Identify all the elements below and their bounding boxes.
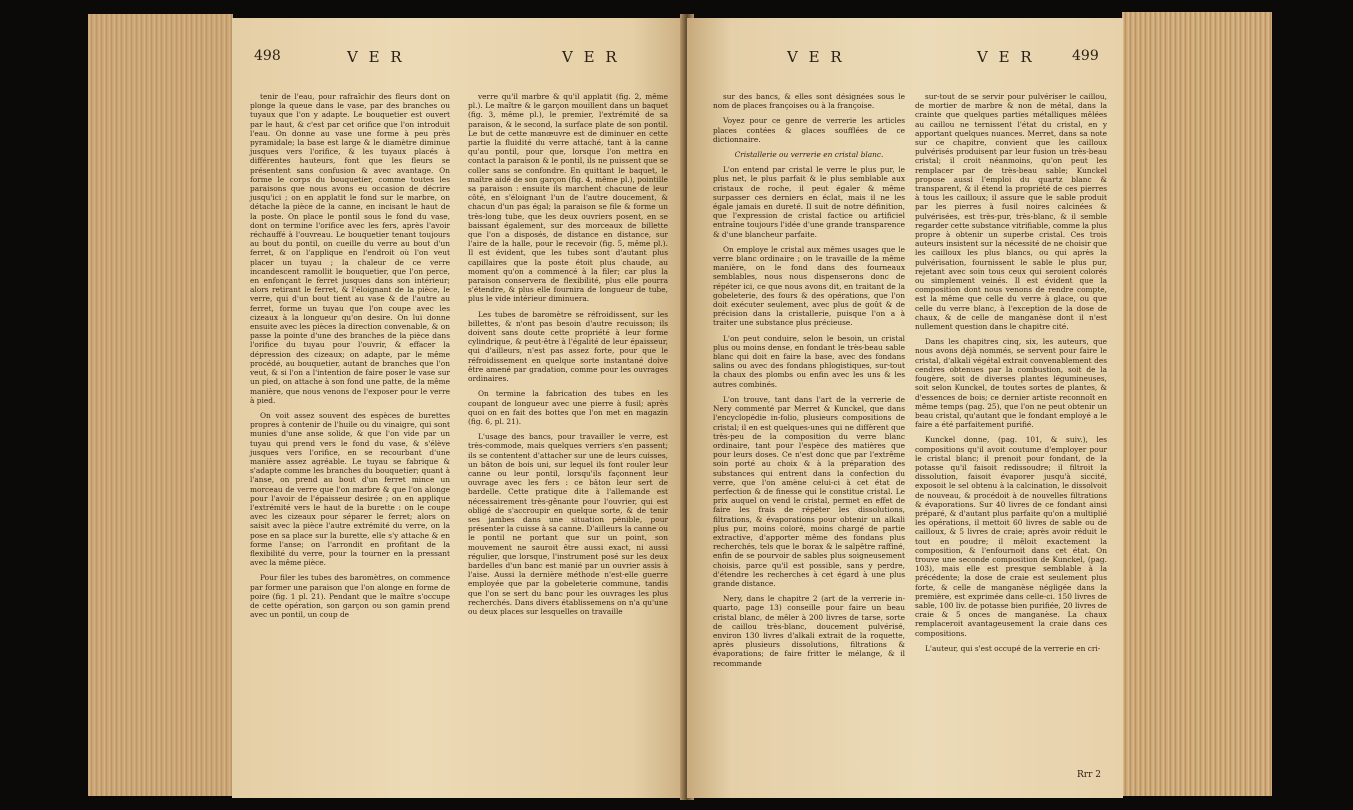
paragraph: L'on entend par cristal le verre le plus pur, le plus net, le plus parfait & le plus semblable aux cristaux de roche, il peut égaler & même surpasser ces derniers en éclat, mais il ne les égale jamais en dureté. Il suit de notre définition, que l'expression de cristal factice ou artificiel entraîne toujours l'idée d'une grande transparence & d'une blancheur parfaite. bbox=[713, 165, 905, 239]
left-page bbox=[232, 18, 687, 798]
paragraph: Les tubes de baromètre se réfroidissent, sur les billettes, & n'ont pas besoin d'autre recuisson; ils doivent sans doute cette propriété à leur forme cylindrique, & peut-être à l'égalité de leur épaisseur, qui d'ailleurs, n'est pas assez forte, pour que le réfroidissement en quelque sorte instantané doive être amené par gradation, comme pour les ouvrages ordinaires. bbox=[468, 309, 668, 384]
right-page-edges bbox=[1122, 12, 1272, 796]
right-page-number: 499 bbox=[1072, 48, 1099, 64]
right-running-head-2: V E R bbox=[977, 48, 1035, 66]
paragraph: tenir de l'eau, pour rafraîchir des fleurs dont on plonge la queue dans le vase, par des branches ou tuyaux que l'on y adapte. Le bouquetier est ouvert par le haut, & c'est par cet orifice que l'on introduit l'eau. On donne au vase une forme à peu près pyramidale; la base est large & le diamètre diminue jusques vers l'orifice, & les tuyaux placés à différentes hauteurs, font que les fleurs se présentent sans confusion & avec avantage. On forme le corps du bouquetier, comme toutes les paraisons que nous avons eu occasion de décrire jusqu'ici ; on en applatit le fond sur le marbre, on détache la pièce de la canne, en incisant le haut de la poste. On place le pontil sous le fond du vase, dont on termine l'orifice avec les fers, après l'avoir réchauffé à l'ouvreau. Le bouquetier tenant toujours au bout du pontil, on cueille du verre au bout d'un ferret, & on l'applique en l'endroit où l'on veut placer un tuyau ; la chaleur de ce verre incandescent ramollit le bouquetier, que l'on perce, en enfonçant le ferret jusques dans son intérieur; alors retirant le ferret, & l'éloignant de la pièce, le verre, qui d'un bout tient au vase & de l'autre au ferret, forme un tuyau que l'on coupe avec les cizeaux à la longueur qu'on desire. On lui donne ensuite avec les pièces la direction convenable, & on passe la pointe d'une des branches de la pièce dans l'orifice du tuyau pour l'ouvrir, & effacer la dépression des cizeaux; on adapte, par le même procédé, au bouquetier, autant de branches que l'on veut, & si l'on a l'intention de faire poser le vase sur un pied, on attache à son fond une patte, de la même manière, que nous venons de l'exposer pour le verre à pied. bbox=[250, 92, 450, 405]
left-column-1 bbox=[250, 92, 450, 625]
paragraph: Kunckel donne, (pag. 101, & suiv.), les compositions qu'il avoit coutume d'employer pour le cristal blanc; il prenoit pour fondant, de la potasse qu'il faisoit redissoudre; il filtroit la dissolution, faisoit évaporer jusqu'à siccité, exposoit le sel obtenu à la calcination, le dissolvoit de nouveau, & procédoit à de nouvelles filtrations & évaporations. Sur 40 livres de ce fondant ainsi préparé, & d'autant plus parfaite qu'on a multiplié les opérations, il mettoit 60 livres de sable ou de cailloux, & 5 livres de craie; après avoir réduit le tout en poudre; il mêloit exactement la composition, & l'enfournoit dans cet état. On trouve une seconde composition de Kunckel, (pag. 103), mais elle est presque semblable à la précédente; la dose de craie est seulement plus forte, & celle de manganèse négligée dans la première, est exprimée dans celle-ci. 150 livres de sable, 100 liv. de potasse bien purifiée, 20 livres de craie & 5 onces de manganèse. La chaux remplaceroit avantageusement la craie dans ces compositions. bbox=[915, 435, 1108, 638]
paragraph: Voyez pour ce genre de verrerie les articles places contées & glaces soufflées de ce dictionnaire. bbox=[713, 116, 905, 144]
paragraph: On voit assez souvent des espèces de burettes propres à contenir de l'huile ou du vinaigre, qui sont munies d'une anse solide, & que l'on vide par un tuyau qui prend vers le fond du vase, & s'élève jusques vers l'orifice, en se recourbant d'une manière assez agréable. Le tuyau se fabrique & s'adapte comme les branches du bouquetier; quant à l'anse, on prend au bout d'un ferret mince un morceau de verre que l'on marbre & que l'on alonge pour l'avoir de l'épaisseur desirée ; on en applique l'extrémité vers le haut de la burette : on le coupe avec les cizeaux pour séparer le ferret; alors on saisit avec la pièce l'autre extrémité du verre, on la pose en sa place sur la burette, elle s'y attache & en forme l'anse; on l'arrondit en profitant de la flexibilité du verre, pour la tourner en la pressant avec la même pièce. bbox=[250, 410, 450, 568]
left-page-edges bbox=[88, 14, 233, 796]
left-column-2 bbox=[468, 92, 668, 622]
paragraph: verre qu'il marbre & qu'il applatit (fig. 2, même pl.). Le maître & le garçon mouillent dans un baquet (fig. 3, même pl.), le premier, l'extrémité de sa paraison, & le second, la surface plate de son pontil. Le but de cette manœuvre est de diminuer en cette partie la fluidité du verre attaché, tant à la canne qu'au pontil, pour que, lorsque l'on mettra en contact la paraison & le pontil, ils ne puissent que se coller sans se confondre. En quittant le baquet, le maître aidé de son garçon (fig. 4, même pl.), pointille sa paraison : ensuite ils marchent chacune de leur côté, en s'éloignant l'un de l'autre doucement, & chacun d'un pas égal; la paraison se file & forme un très-long tube, que les deux ouvriers posent, en se baissant également, sur des morceaux de billette que l'on a disposés, de distance en distance, sur l'aire de la halle, pour le recevoir (fig. 5, même pl.). Il est évident, que les tubes sont d'autant plus capillaires que la poste étoit plus chaude, au moment qu'on a commencé à la filer; car plus la paraison conservera de flexibilité, plus elle pourra s'étendre, & plus elle fournira de longueur de tube, plus le vide intérieur diminuera. bbox=[468, 92, 668, 304]
right-column-1 bbox=[713, 92, 905, 674]
paragraph: Nery, dans le chapitre 2 (art de la verrerie in-quarto, page 13) conseille pour faire un beau cristal blanc, de mêler à 200 livres de tarse, sorte de caillou très-blanc, doucement pulvérisé, environ 130 livres d'alkali extrait de la roquette, après plusieurs dissolutions, filtrations & évaporations; de faire fritter le mélange, & il recommande bbox=[713, 594, 905, 668]
paragraph: On employe le cristal aux mêmes usages que le verre blanc ordinaire ; on le travaille de la même manière, on le fond dans des fourneaux semblables, nous nous dispenserons donc de répéter ici, ce que nous avons dit, en traitant de la gobeleterie, des fours & des opérations, que l'on doit exécuter seulement, avec plus de goût & de précision dans la cristallerie, puisque l'on a à traiter une substance plus précieuse. bbox=[713, 244, 905, 328]
left-running-head: V E R bbox=[347, 48, 405, 66]
left-page-number: 498 bbox=[254, 48, 281, 64]
section-title: Cristallerie ou verrerie en cristal blanc. bbox=[734, 150, 884, 160]
paragraph: L'auteur, qui s'est occupé de la verrerie en cri- bbox=[925, 643, 1101, 653]
right-page bbox=[687, 18, 1123, 798]
paragraph: On termine la fabrication des tubes en les coupant de longueur avec une pierre à fusil; après quoi on en fait des bottes que l'on met en magazin (fig. 6, pl. 21). bbox=[468, 389, 668, 426]
right-running-head: V E R bbox=[787, 48, 845, 66]
right-column-2 bbox=[915, 92, 1107, 659]
paragraph: L'usage des bancs, pour travailler le verre, est très-commode, mais quelques verriers s'en passent; ils se contentent d'attacher sur une de leurs cuisses, un bâton de bois uni, sur lequel ils font rouler leur canne ou leur pontil, lorsqu'ils façonnent leur ouvrage avec les fers : ce bâton leur sert de bardelle. Cette pratique dite à l'allemande est nécessairement très-gênante pour l'ouvrier, qui est obligé de s'accroupir en quelque sorte, & de tenir ses jambes dans une situation pénible, pour présenter la cuisse à sa canne. D'ailleurs la canne ou le pontil ne portant que sur un point, son mouvement ne sauroit être aussi exact, ni aussi régulier, que lorsque, l'instrument posé sur les deux bardelles d'un banc est manié par un ouvrier assis à l'aise. Aussi la dernière méthode n'est-elle guerre employée que par la gobeleterie commune, tandis que l'on se sert du banc pour les ouvrages les plus recherchés. Dans divers établissemens on n'a qu'une ou deux places sur lesquelles on travaille bbox=[468, 432, 668, 616]
paragraph: L'on peut conduire, selon le besoin, un cristal plus ou moins dense, en fondant le très-beau sable blanc qui doit en faire la base, avec des fondans salins ou avec des fondans phlogistiques, sur-tout la chaux des plombs ou enfin avec les uns & les autres combinés. bbox=[713, 333, 905, 389]
paragraph: Dans les chapitres cinq, six, les auteurs, que nous avons déjà nommés, se servent pour faire le cristal, d'alkali végétal extrait convenablement des cendres obtenues par la combustion, soit de la fougère, soit de diverses plantes légumineuses, soit selon Kunckel, de toutes sortes de plantes, & d'essences de bois; ce dernier artiste reconnoît en même temps (pag. 25), que l'on ne peut obtenir un beau cristal, qu'autant que le fondant employé a le faire a été parfaitement purifié. bbox=[915, 337, 1107, 430]
signature-mark: Rrr 2 bbox=[1077, 770, 1101, 780]
paragraph: sur des bancs, & elles sont désignées sous le nom de places françoises ou à la françoise. bbox=[713, 92, 905, 111]
paragraph: sur-tout de se servir pour pulvériser le caillou, de mortier de marbre & non de métal, dans la crainte que quelques parties métalliques mêlées au caillou ne ternissent l'état du cristal, en y apportant quelques nuances. Merret, dans sa note sur ce chapitre, convient que les cailloux pulvérisés produisent par leur fusion un très-beau cristal; il croit néanmoins, qu'on peut les remplacer par de très-beau sable; Kunckel propose aussi l'emploi du quartz blanc & transparent, & il étend la propriété de ces pierres à tous les cailloux; il assure que le sable produit par les pierres à fusil noires calcinées & pulvérisées, est très-pur, très-blanc, & il semble regarder cette substance vitrifiable, comme la plus propre à obtenir un superbe cristal. Ces trois auteurs insistent sur la nécessité de ne choisir que les cailloux les plus blancs, ou qui après la pulvérisation, fournissent le sable le plus pur, rejetant avec soin tous ceux qui seroient colorés ou simplement veinés. Il est évident que la composition dont nous venons de rendre compte, est la même que celle du verre à glace, ou que celle du verre blanc, à l'exception de la dose de chaux, & de celle de manganèse dont il n'est nullement question dans le chapitre cité. bbox=[915, 92, 1107, 332]
paragraph: L'on trouve, tant dans l'art de la verrerie de Nery commenté par Merret & Kunckel, que dans l'encyclopédie in-folio, plusieurs compositions de cristal; il en est quelques-unes qui ne diffèrent que très-peu de la composition du verre blanc ordinaire, tant pour l'espèce des matières que pour leurs doses. Ce n'est donc que par l'extrême soin porté au choix & à la préparation des substances qui entrent dans la confection du verre, que l'on amène celui-ci à cet état de perfection & de finesse qui le constitue cristal. Le prix auquel on vend le cristal, permet en effet de faire les frais de répéter les dissolutions, filtrations, & évaporations pour obtenir un alkali plus pur, moins coloré, moins chargé de partie extractive, d'apporter même des fondans plus recherchés, tels que le borax & le salpêtre raffiné, enfin de se pourvoir de sables plus soigneusement choisis, parce qu'il est possible, sans y perdre, d'étendre les recherches à cet égard à une plus grande distance. bbox=[713, 394, 905, 588]
left-running-head-2: V E R bbox=[562, 48, 620, 66]
paragraph: Pour filer les tubes des baromètres, on commence par former une paraison que l'on alonge en forme de poire (fig. 1 pl. 21). Pendant que le maître s'occupe de cette opération, son garçon ou son gamin prend avec un pontil, un coup de bbox=[250, 573, 450, 620]
